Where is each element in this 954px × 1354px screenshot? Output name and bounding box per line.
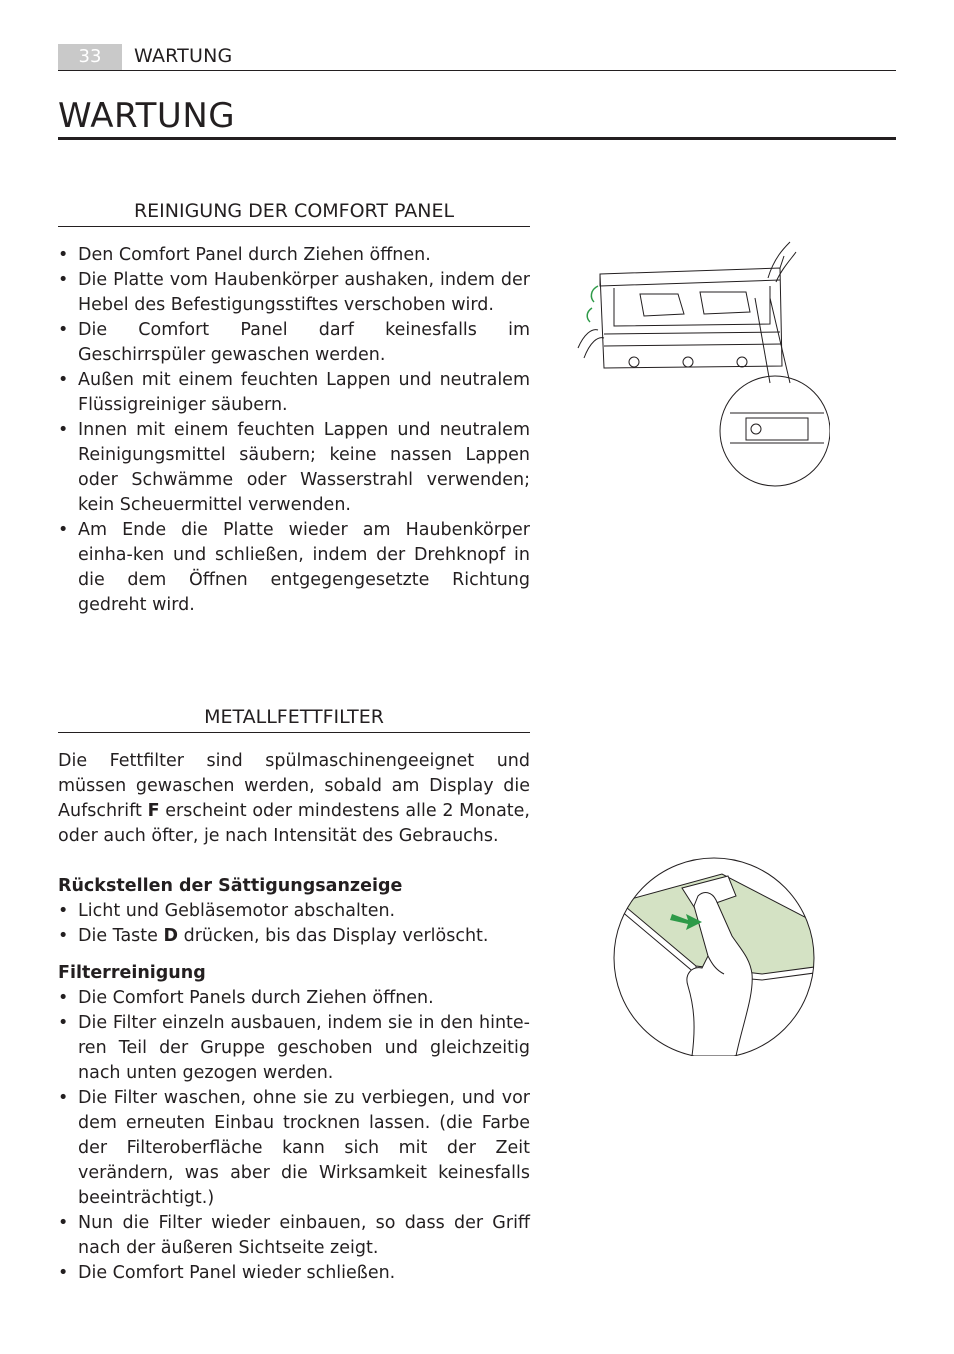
comfort-panel-illustration bbox=[570, 238, 830, 488]
list-item: • Innen mit einem feuchten Lappen und neutralem Reinigungsmittel säubern; keine nassen Lappen oder Schwämme oder Wasserstrahl verwenden; kein Scheuermittel verwenden. bbox=[58, 418, 530, 518]
list-item: • Die Filter einzeln ausbauen, indem sie in den hinte-ren Teil der Gruppe geschoben und gleichzeitig nach unten gezogen werden. bbox=[58, 1011, 530, 1086]
filter-intro-paragraph: Die Fettfilter sind spülmaschinengeeignet und müssen gewaschen werden, sobald am Display die Aufschrift F erscheint oder mindestens alle 2 Monate, oder auch öfter, je nach Intensität des Gebrauchs. bbox=[58, 751, 530, 846]
header-divider bbox=[58, 70, 896, 71]
section-comfort-panel bbox=[58, 200, 530, 618]
section-heading-grease-filter: METALLFETTFILTER bbox=[58, 706, 530, 733]
page-title: WARTUNG bbox=[58, 96, 236, 136]
reset-list bbox=[58, 899, 530, 949]
page-number: 33 bbox=[58, 44, 122, 70]
section-grease-filter bbox=[58, 706, 530, 1286]
list-item: • Nun die Filter wieder einbauen, so dass der Griff nach der äußeren Sichtseite zeigt. bbox=[58, 1211, 530, 1261]
comfort-panel-list bbox=[58, 243, 530, 618]
header-section-label: WARTUNG bbox=[134, 45, 233, 67]
list-item: • Die Platte vom Haubenkörper aushaken, indem der Hebel des Befestigungsstiftes verschoben wird. bbox=[58, 268, 530, 318]
list-item: • Die Comfort Panels durch Ziehen öffnen. bbox=[58, 986, 530, 1011]
title-divider bbox=[58, 137, 896, 140]
list-item: • Die Comfort Panel wieder schließen. bbox=[58, 1261, 530, 1286]
list-item: • Die Filter waschen, ohne sie zu verbiegen, und vor dem erneuten Einbau trocknen lassen. (die Farbe der Filteroberfläche kann sich mit der Zeit verändern, was aber die Wirksamkeit keinesfalls beeinträchtigt.) bbox=[58, 1086, 530, 1211]
list-item: • Außen mit einem feuchten Lappen und neutralem Flüssigreiniger säubern. bbox=[58, 368, 530, 418]
section-heading-comfort-panel: REINIGUNG DER COMFORT PANEL bbox=[58, 200, 530, 227]
subheading-reset: Rückstellen der Sättigungsanzeige bbox=[58, 876, 403, 896]
list-item: • Am Ende die Platte wieder am Haubenkörper einha-ken und schließen, indem der Drehknopf in die dem Öffnen entgegengesetzte Richtung gedreht wird. bbox=[58, 518, 530, 618]
filter-cleaning-list bbox=[58, 986, 530, 1286]
list-item: • Licht und Gebläsemotor abschalten. bbox=[58, 899, 530, 924]
list-item: • Die Comfort Panel darf keinesfalls im Geschirrspüler gewaschen werden. bbox=[58, 318, 530, 368]
filter-removal-illustration bbox=[612, 856, 822, 1056]
list-item: • Die Taste D drücken, bis das Display verlöscht. bbox=[58, 924, 530, 949]
list-item: • Den Comfort Panel durch Ziehen öffnen. bbox=[58, 243, 530, 268]
subheading-filter-cleaning: Filterreinigung bbox=[58, 963, 206, 983]
